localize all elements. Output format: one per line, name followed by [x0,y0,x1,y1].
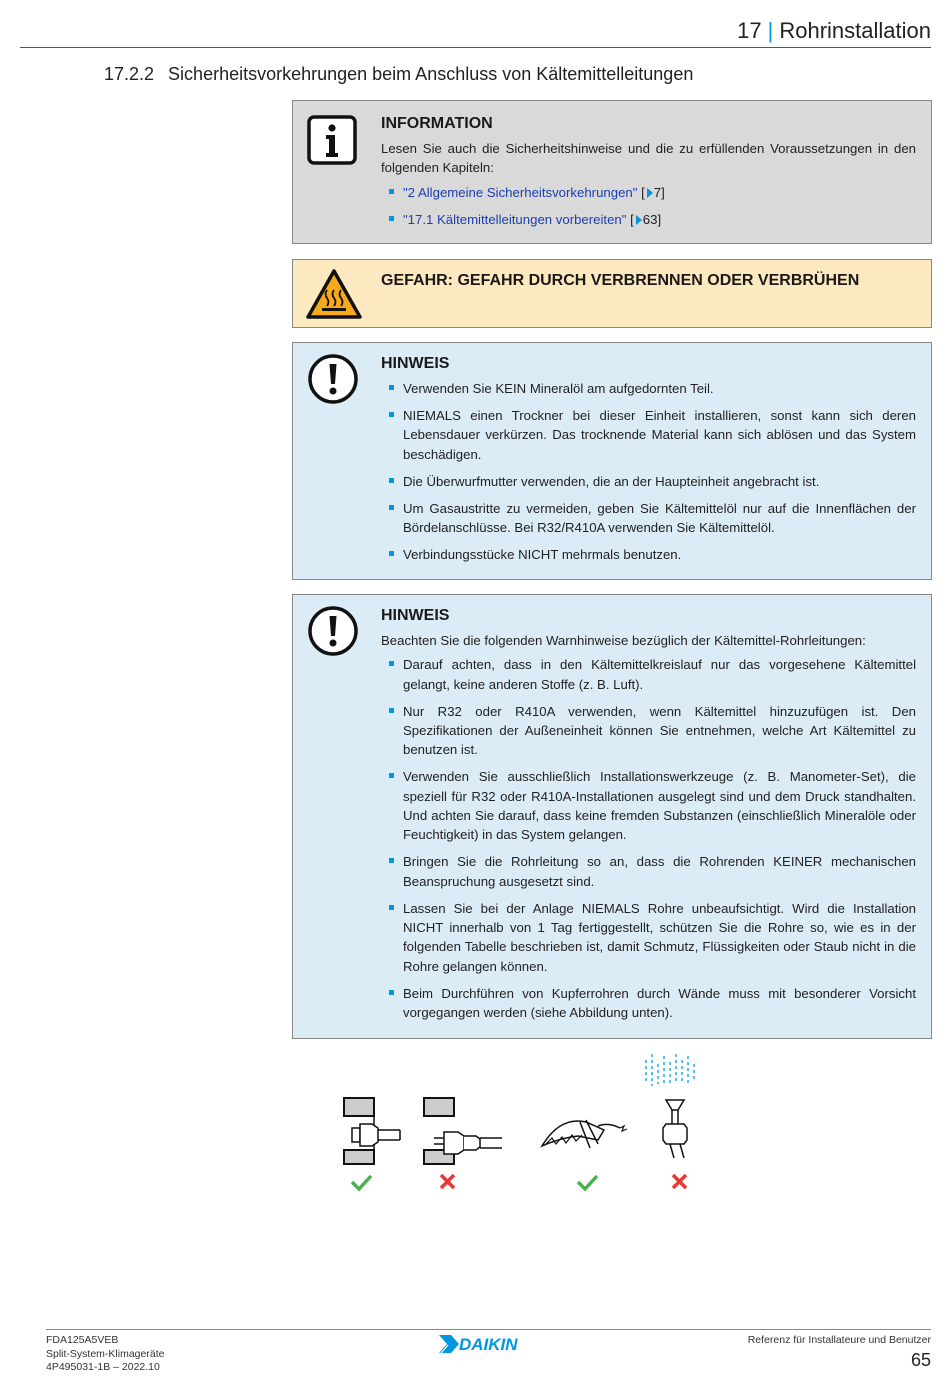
list-item: NIEMALS einen Trockner bei dieser Einheit installieren, sonst kann sich deren Lebensdauer verkürzen. Das trocknende Material kann sich ablösen und das System beschädigen. [389,406,916,464]
list-item: Lassen Sie bei der Anlage NIEMALS Rohre unbeaufsichtigt. Wird die Installation NICHT innerhalb von 1 Tag fertiggestellt, schützen Sie die Rohre so, wie es in der folgenden Tabelle beschrieben ist, damit Schmutz, Flüssigkeiten oder Staub nicht in die Rohre gelangen können. [389,899,916,976]
section-number: 17.2.2 [104,64,155,84]
list-item: Die Überwurfmutter verwenden, die an der Haupteinheit angebracht ist. [389,472,916,491]
information-title: INFORMATION [381,115,493,132]
exclamation-icon [307,605,359,662]
section-heading: Sicherheitsvorkehrungen beim Anschluss von Kältemittelleitungen [168,64,694,84]
danger-title: GEFAHR: GEFAHR DURCH VERBRENNEN ODER VERBRÜHEN [381,272,860,289]
footer-divider [46,1329,931,1330]
notice-box-1 [292,342,932,580]
cross-icon [441,1175,454,1188]
notice-title: HINWEIS [381,607,450,624]
footer-doc-number: 4P495031-1B – 2022.10 [46,1361,160,1373]
pipe-uncapped-illustration [424,1098,502,1164]
footer-audience: Referenz für Installateure und Benutzer [747,1334,931,1346]
notice-box-2 [292,594,932,1039]
list-item: Darauf achten, dass in den Kältemittelkreislauf nur das vorgesehene Kältemittel gelangt, keine anderen Stoffe (z. B. Luft). [389,655,916,694]
check-icon [352,1176,371,1189]
footer-document-info [46,1334,164,1375]
information-box [292,100,932,244]
chapter-heading [737,18,931,44]
hot-surface-warning-icon [305,268,363,325]
chapter-title: Rohrinstallation [779,18,931,43]
list-item: Beim Durchführen von Kupferrohren durch Wände muss mit besonderer Vorsicht vorgegangen werden (siehe Abbildung unten). [389,984,916,1023]
daikin-logo [439,1333,541,1355]
page-ref: 7 [653,184,662,200]
exclamation-icon [307,353,359,410]
list-item: "17.1 Kältemittelleitungen vorbereiten" [ 63] [389,210,916,229]
check-icon [578,1176,597,1189]
section-title [104,64,693,85]
list-item: Verwenden Sie ausschließlich Installationswerkzeuge (z. B. Manometer-Set), die speziell für R32 oder R410A-Installationen ausgelegt sind und dem Druck standhalten. Und achten Sie darauf, dass keine fremden Substanzen (einschließlich Mineralöle oder Feuchtigkeit) in das System gelangen. [389,767,916,844]
notice-intro: Beachten Sie die folgenden Warnhinweise bezüglich der Kältemittel-Rohrleitungen: [381,633,866,648]
pipe-capped-illustration [344,1098,400,1164]
page-ref: 63 [642,211,658,227]
chapter-separator: | [767,18,774,43]
page-number: 65 [910,1350,931,1370]
notice-title: HINWEIS [381,355,450,372]
page-header [20,14,931,48]
info-icon [307,115,357,170]
link-prepare-chapter[interactable]: "17.1 Kältemittelleitungen vorbereiten" [403,211,627,227]
list-item: Nur R32 oder R410A verwenden, wenn Kältemittel hinzuzufügen ist. Den Spezifikationen der Außeneinheit können Sie entnehmen, welche Art Kältemittel zu benutzen ist. [389,702,916,760]
logo-text: DAIKIN [459,1335,518,1354]
list-item: Bringen Sie die Rohrleitung so an, dass die Rohrenden KEINER mechanischen Beanspruchung ausgesetzt sind. [389,852,916,891]
footer-product: Split-System-Klimageräte [46,1347,165,1360]
pipe-rain-illustration [646,1054,694,1158]
page-ref-arrow-icon [647,188,653,198]
list-item: Verwenden Sie KEIN Mineralöl am aufgedornten Teil. [389,379,916,398]
list-item: "2 Allgemeine Sicherheitsvorkehrungen" [ 7] [389,183,916,202]
pipe-taped-illustration [542,1120,627,1148]
danger-box [292,259,932,328]
information-text: Lesen Sie auch die Sicherheitshinweise und die zu erfüllenden Voraussetzungen in den folgenden Kapiteln: [381,141,916,176]
footer-model: FDA125A5VEB [46,1334,119,1346]
cross-icon [673,1175,686,1188]
link-safety-chapter[interactable]: "2 Allgemeine Sicherheitsvorkehrungen" [403,184,638,200]
page-ref-arrow-icon [636,215,642,225]
list-item: Um Gasaustritte zu vermeiden, geben Sie Kältemittelöl nur auf die Innenflächen der Bördelanschlüsse. Bei R32/R410A verwenden Sie Kältemittelöl. [389,499,916,538]
chapter-number: 17 [737,18,762,43]
pipe-protection-figure [330,1050,710,1200]
list-item: Verbindungsstücke NICHT mehrmals benutzen. [389,545,916,564]
